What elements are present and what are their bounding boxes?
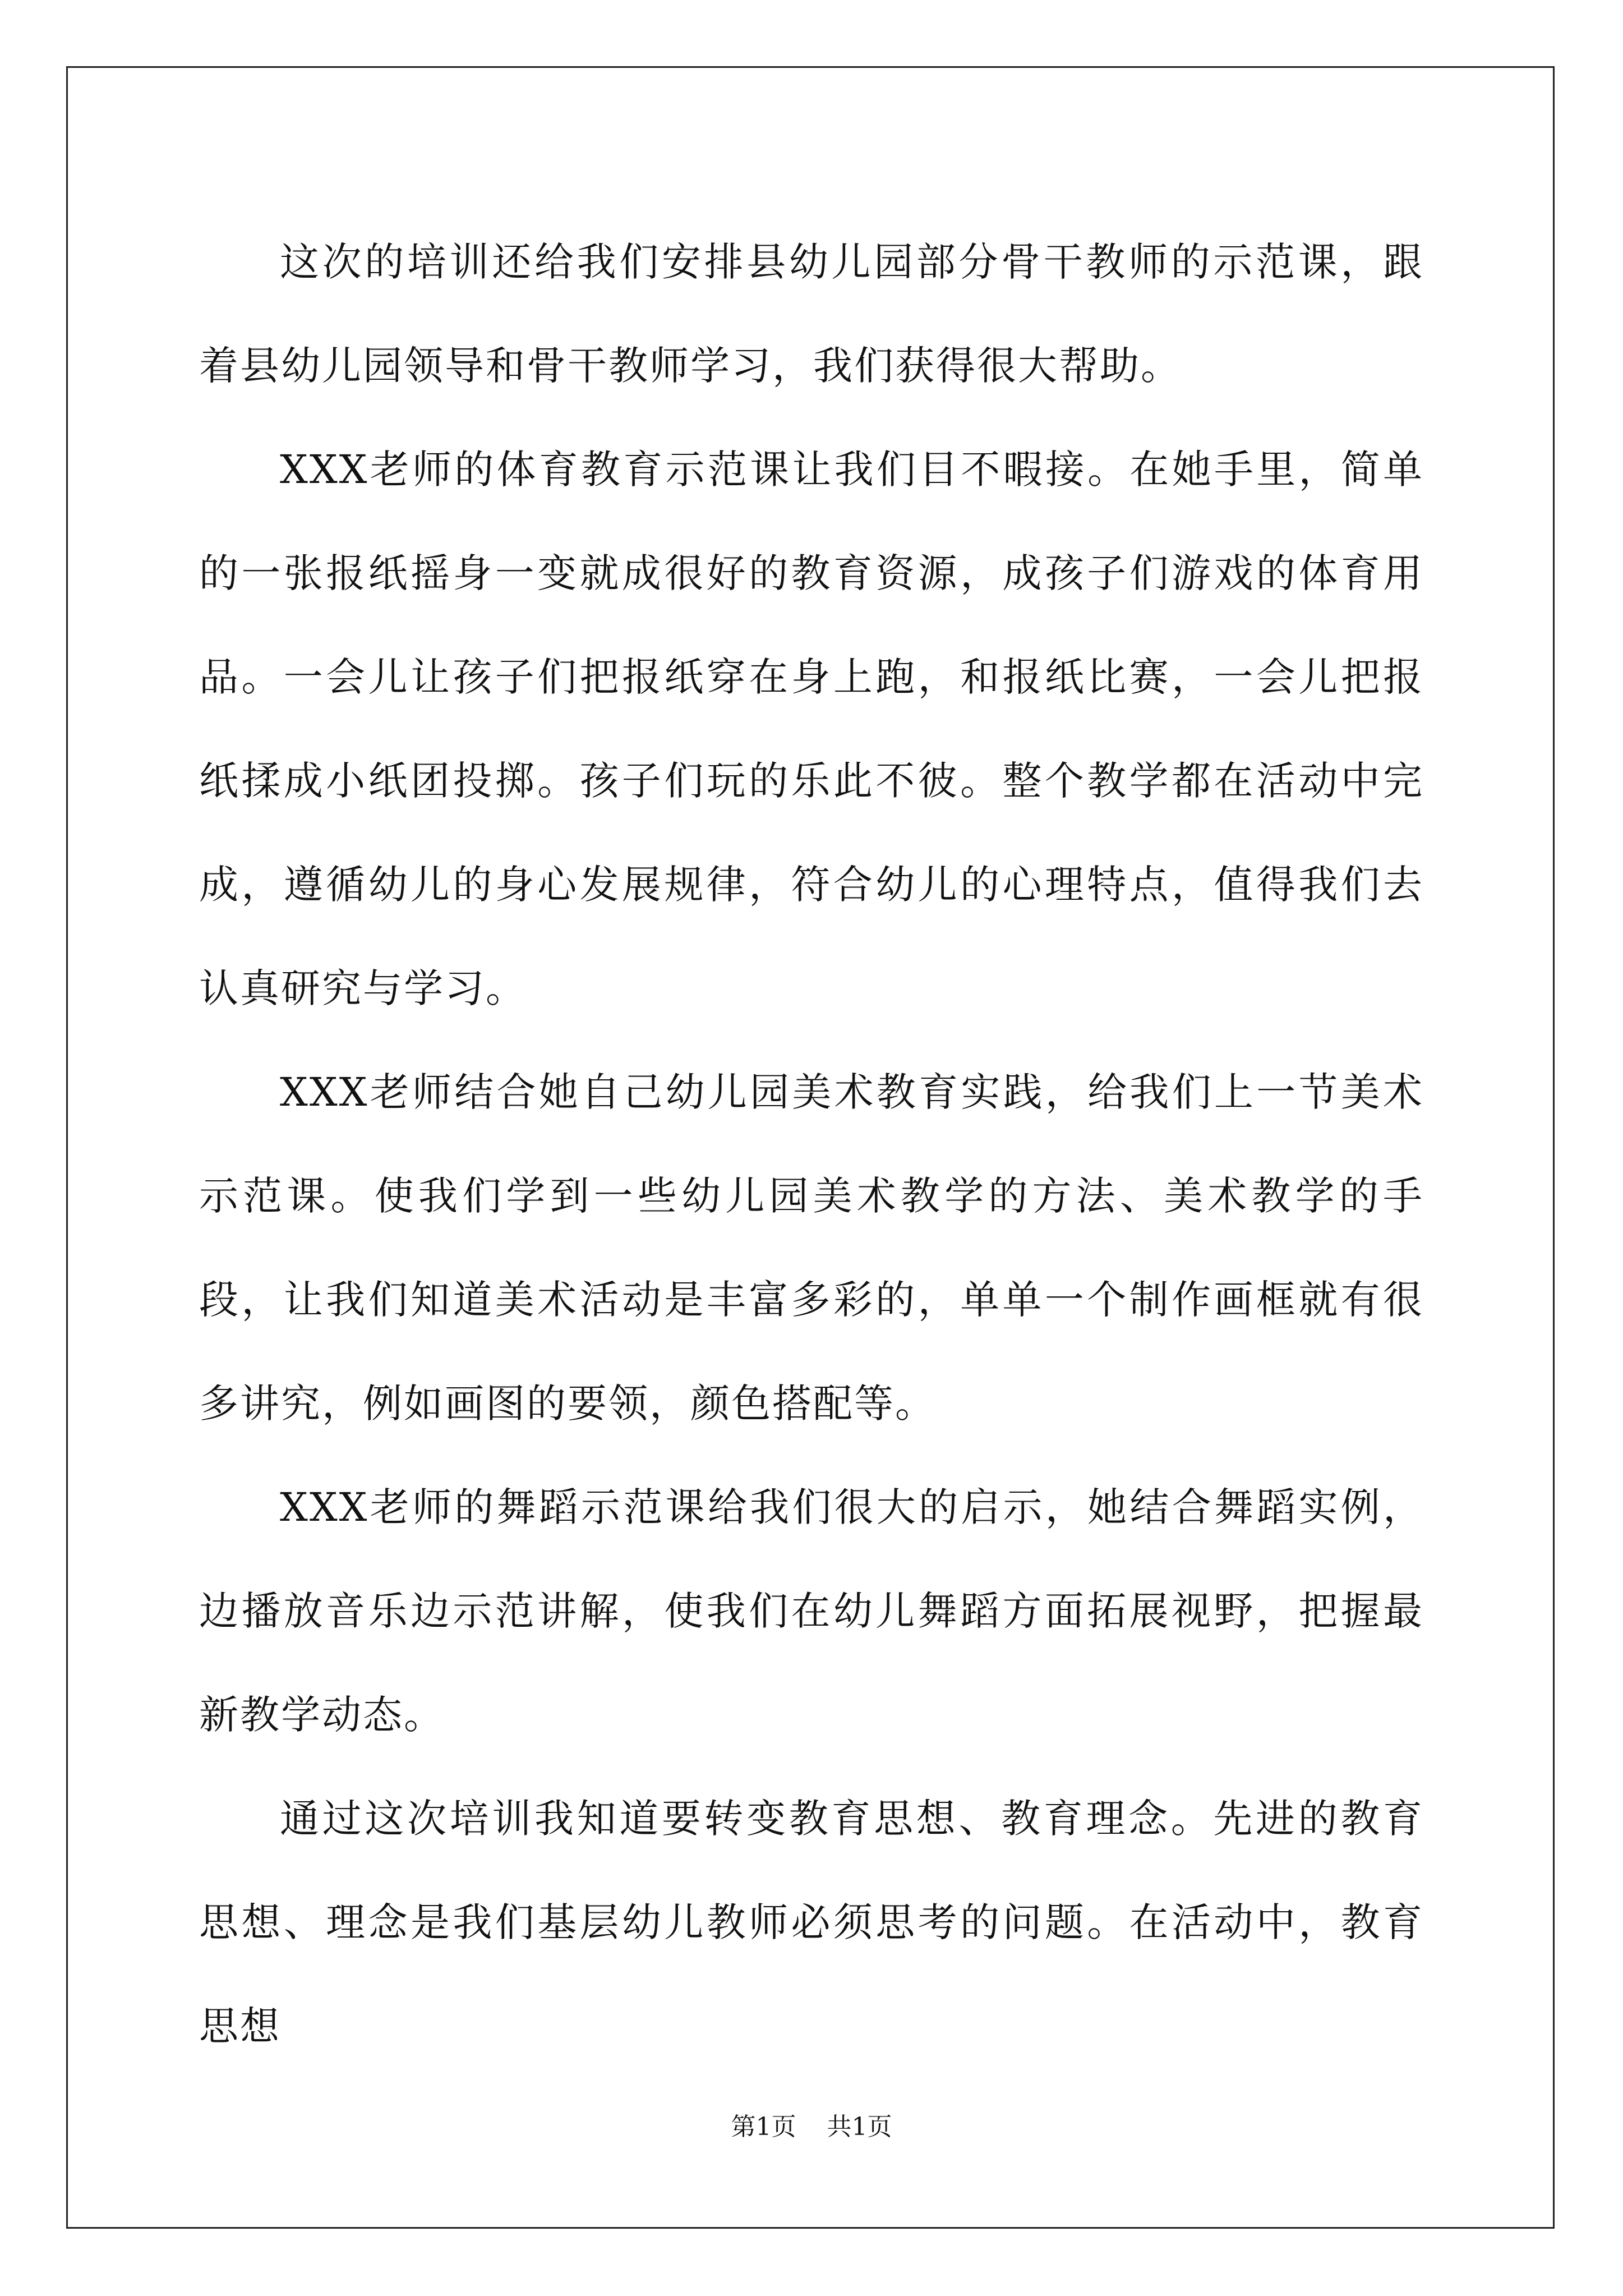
paragraph-5: 通过这次培训我知道要转变教育思想、教育理念。先进的教育思想、理念是我们基层幼儿教师必须思考的问题。在活动中，教育思想 [199, 1796, 1424, 2049]
paragraph-4: XXX老师的舞蹈示范课给我们很大的启示，她结合舞蹈实例，边播放音乐边示范讲解，使我们在幼儿舞蹈方面拓展视野，把握最新教学动态。 [199, 1484, 1424, 1738]
paragraph-2: XXX老师的体育教育示范课让我们目不暇接。在她手里，简单的一张报纸摇身一变就成很好的教育资源，成孩子们游戏的体育用品。一会儿让孩子们把报纸穿在身上跑，和报纸比赛，一会儿把报纸揉成小纸团投掷。孩子们玩的乐此不彼。整个教学都在活动中完成，遵循幼儿的身心发展规律，符合幼儿的心理特点，值得我们去认真研究与学习。 [199, 447, 1424, 1011]
paragraph-1: 这次的培训还给我们安排县幼儿园部分骨干教师的示范课，跟着县幼儿园领导和骨干教师学习，我们获得很大帮助。 [199, 239, 1424, 389]
page-footer [0, 2110, 1623, 2144]
paragraph-3: XXX老师结合她自己幼儿园美术教育实践，给我们上一节美术示范课。使我们学到一些幼儿园美术教学的方法、美术教学的手段，让我们知道美术活动是丰富多彩的，单单一个制作画框就有很多讲究，例如画图的要领，颜色搭配等。 [199, 1069, 1424, 1427]
page-number: 第1页 [731, 2113, 796, 2141]
page-total: 共1页 [827, 2113, 892, 2141]
document-body [199, 210, 1424, 2078]
